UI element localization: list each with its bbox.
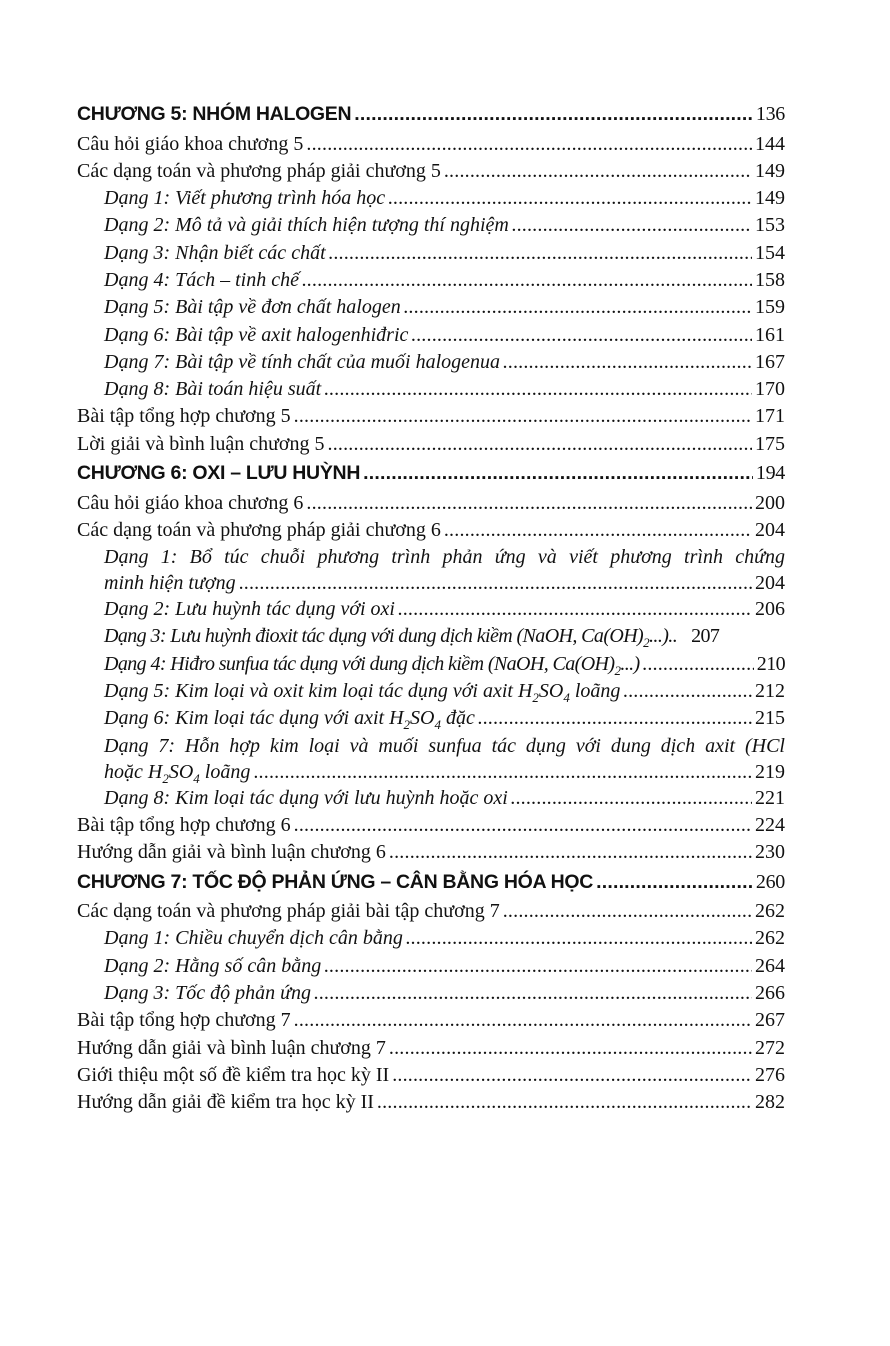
toc-page: 267 (755, 1009, 785, 1032)
toc-page: 161 (755, 323, 785, 346)
toc-page: 262 (755, 927, 785, 950)
toc-page: 230 (755, 841, 785, 864)
toc-page: 170 (755, 378, 785, 401)
toc-title: Câu hỏi giáo khoa chương 5 (77, 132, 304, 155)
toc-chapter-7[interactable] (77, 867, 785, 899)
toc-subentry[interactable] (77, 678, 785, 705)
toc-entry[interactable] (77, 812, 785, 839)
toc-title: CHƯƠNG 7: TỐC ĐỘ PHẢN ỨNG – CÂN BẰNG HÓA HỌC (77, 870, 594, 893)
toc-title: Bài tập tổng hợp chương 5 (77, 405, 291, 428)
toc-entry[interactable] (77, 490, 785, 517)
toc-entry[interactable] (77, 1062, 785, 1089)
dot-leader (294, 403, 752, 430)
toc-title: Dạng 5: Bài tập về đơn chất halogen (104, 296, 401, 319)
toc-title: Hướng dẫn giải và bình luận chương 7 (77, 1036, 386, 1059)
toc-page: 175 (755, 432, 785, 455)
toc-subentry[interactable] (77, 322, 785, 349)
toc-page: 153 (755, 214, 785, 237)
toc-subentry[interactable] (77, 953, 785, 980)
toc-page: 167 (755, 350, 785, 373)
toc-subentry[interactable] (77, 785, 785, 812)
toc-title: Dạng 8: Kim loại tác dụng với lưu huỳnh hoặc oxi (104, 786, 508, 809)
toc-subentry[interactable] (77, 651, 785, 678)
toc-page: 194 (755, 462, 785, 485)
toc-page: 266 (755, 981, 785, 1004)
toc-title: Dạng 2: Mô tả và giải thích hiện tượng thí nghiệm (104, 214, 509, 237)
toc-entry[interactable] (77, 403, 785, 430)
toc-title: CHƯƠNG 6: OXI – LƯU HUỲNH (77, 462, 361, 485)
toc-subentry[interactable] (77, 349, 785, 376)
dot-leader (478, 705, 752, 732)
toc-page: 207 (691, 625, 720, 648)
dot-leader (398, 596, 752, 623)
toc-title: Dạng 1: Chiều chuyển dịch cân bằng (104, 927, 403, 950)
toc-entry[interactable] (77, 131, 785, 158)
dot-leader (324, 953, 752, 980)
toc-page: 224 (755, 813, 785, 836)
toc-entry[interactable] (77, 898, 785, 925)
dot-leader (512, 212, 752, 239)
toc-title: Các dạng toán và phương pháp giải bài tập chương 7 (77, 900, 500, 923)
dot-leader (503, 898, 752, 925)
toc-chapter-6[interactable] (77, 458, 785, 490)
toc-title: Dạng 8: Bài toán hiệu suất (104, 378, 322, 401)
dot-leader (444, 158, 752, 185)
dot-leader (596, 867, 753, 899)
toc-page: 154 (755, 241, 785, 264)
toc-page: 158 (755, 268, 785, 291)
dot-leader (623, 678, 752, 705)
toc-page: 272 (755, 1036, 785, 1059)
toc-subentry[interactable] (77, 212, 785, 239)
toc-title: Dạng 4: Tách – tinh chế (104, 268, 299, 291)
toc-title: Dạng 1: Viết phương trình hóa học (104, 187, 386, 210)
toc-subentry[interactable] (77, 185, 785, 212)
toc-title-line1: Dạng 1: Bổ túc chuỗi phương trình phản ứng và viết phương trình chứng (104, 546, 785, 569)
toc-title: Dạng 2: Lưu huỳnh tác dụng với oxi (104, 598, 395, 621)
toc-page: 204 (755, 572, 785, 595)
toc-title: Các dạng toán và phương pháp giải chương 5 (77, 159, 441, 182)
toc-entry[interactable] (77, 839, 785, 866)
toc-title-line2: hoặc $H_2SO_4$ loãng (104, 760, 251, 786)
table-of-contents (77, 99, 785, 1116)
toc-page: 260 (755, 870, 785, 893)
toc-page: 136 (755, 103, 785, 125)
toc-page: 206 (755, 598, 785, 621)
toc-page: 221 (755, 786, 785, 809)
toc-title: Hướng dẫn giải đề kiểm tra học kỳ II (77, 1091, 374, 1114)
dot-leader (306, 490, 752, 517)
dot-leader (354, 99, 753, 131)
toc-title: Bài tập tổng hợp chương 6 (77, 813, 291, 836)
toc-title: Dạng 7: Bài tập về tính chất của muối halogenua (104, 350, 501, 373)
toc-title: Dạng 5: Kim loại và oxit kim loại tác dụng với axit $H_2SO_4$ loãng (104, 680, 621, 706)
toc-page: 149 (755, 159, 785, 182)
toc-subentry[interactable] (77, 267, 785, 294)
toc-title: Dạng 4: Hiđro sunfua tác dụng với dung dịch kiềm (NaOH, $Ca(OH)_2$...) (104, 652, 640, 678)
dot-leader (444, 517, 752, 544)
dot-leader (406, 925, 752, 952)
toc-entry[interactable] (77, 517, 785, 544)
toc-title: Dạng 6: Kim loại tác dụng với axit $H_2SO_4$ đặc (104, 707, 475, 733)
toc-entry[interactable] (77, 1089, 785, 1116)
toc-page: 212 (755, 680, 785, 703)
toc-subentry-multiline[interactable] (77, 733, 785, 785)
toc-subentry[interactable] (77, 705, 785, 732)
toc-title: Dạng 3: Tốc độ phản ứng (104, 981, 312, 1004)
toc-subentry[interactable] (77, 376, 785, 403)
dot-leader (377, 1089, 752, 1116)
toc-page: 200 (755, 491, 785, 514)
toc-page: 204 (755, 518, 785, 541)
toc-page: 159 (755, 296, 785, 319)
toc-page: 219 (755, 760, 785, 783)
dot-leader (328, 431, 753, 458)
dot-leader (392, 1062, 752, 1089)
toc-title: Hướng dẫn giải và bình luận chương 6 (77, 841, 386, 864)
toc-title: Dạng 3: Lưu huỳnh đioxit tác dụng với dung dịch kiềm (NaOH, $Ca(OH)_2$...).. (104, 625, 678, 651)
dot-leader (404, 294, 752, 321)
dot-leader (294, 1007, 752, 1034)
toc-page: 149 (755, 187, 785, 210)
toc-subentry[interactable] (77, 294, 785, 321)
dot-leader (306, 131, 752, 158)
toc-entry[interactable] (77, 1007, 785, 1034)
toc-title: Bài tập tổng hợp chương 7 (77, 1009, 291, 1032)
toc-subentry[interactable] (77, 240, 785, 267)
toc-title: Các dạng toán và phương pháp giải chương 6 (77, 518, 441, 541)
toc-subentry-multiline[interactable] (77, 544, 785, 596)
toc-subentry[interactable] (77, 596, 785, 623)
toc-page: 171 (755, 405, 785, 428)
toc-page: 282 (755, 1091, 785, 1114)
toc-page: 215 (755, 707, 785, 730)
dot-leader (388, 185, 752, 212)
dot-leader (314, 980, 752, 1007)
toc-subentry[interactable] (77, 925, 785, 952)
toc-title: Dạng 3: Nhận biết các chất (104, 241, 326, 264)
toc-title: Lời giải và bình luận chương 5 (77, 432, 325, 455)
toc-title: Câu hỏi giáo khoa chương 6 (77, 491, 304, 514)
toc-chapter-5[interactable] (77, 99, 785, 131)
toc-page: 144 (755, 132, 785, 155)
dot-leader (324, 376, 752, 403)
toc-title: Giới thiệu một số đề kiểm tra học kỳ II (77, 1063, 390, 1086)
toc-title: Dạng 6: Bài tập về axit halogenhiđric (104, 323, 409, 346)
toc-page: 276 (755, 1063, 785, 1086)
toc-page: 262 (755, 900, 785, 923)
dot-leader (294, 812, 752, 839)
dot-leader (389, 839, 752, 866)
dot-leader (389, 1035, 752, 1062)
dot-leader (411, 322, 752, 349)
toc-title-line2: minh hiện tượng (104, 572, 236, 595)
toc-entry[interactable] (77, 1035, 785, 1062)
toc-page: 264 (755, 954, 785, 977)
dot-leader (511, 785, 752, 812)
toc-title-line1: Dạng 7: Hỗn hợp kim loại và muối sunfua tác dụng với dung dịch axit (HCl (104, 734, 785, 757)
toc-title: Dạng 2: Hằng số cân bằng (104, 954, 322, 977)
dot-leader (643, 651, 754, 678)
toc-subentry[interactable] (77, 623, 785, 650)
dot-leader (239, 570, 752, 596)
toc-entry[interactable] (77, 431, 785, 458)
dot-leader (503, 349, 752, 376)
dot-leader (302, 267, 752, 294)
toc-page: 210 (756, 652, 785, 675)
dot-leader (253, 759, 752, 785)
dot-leader (363, 458, 753, 490)
toc-subentry[interactable] (77, 980, 785, 1007)
dot-leader (329, 240, 752, 267)
toc-entry[interactable] (77, 158, 785, 185)
toc-title: CHƯƠNG 5: NHÓM HALOGEN (77, 103, 352, 125)
